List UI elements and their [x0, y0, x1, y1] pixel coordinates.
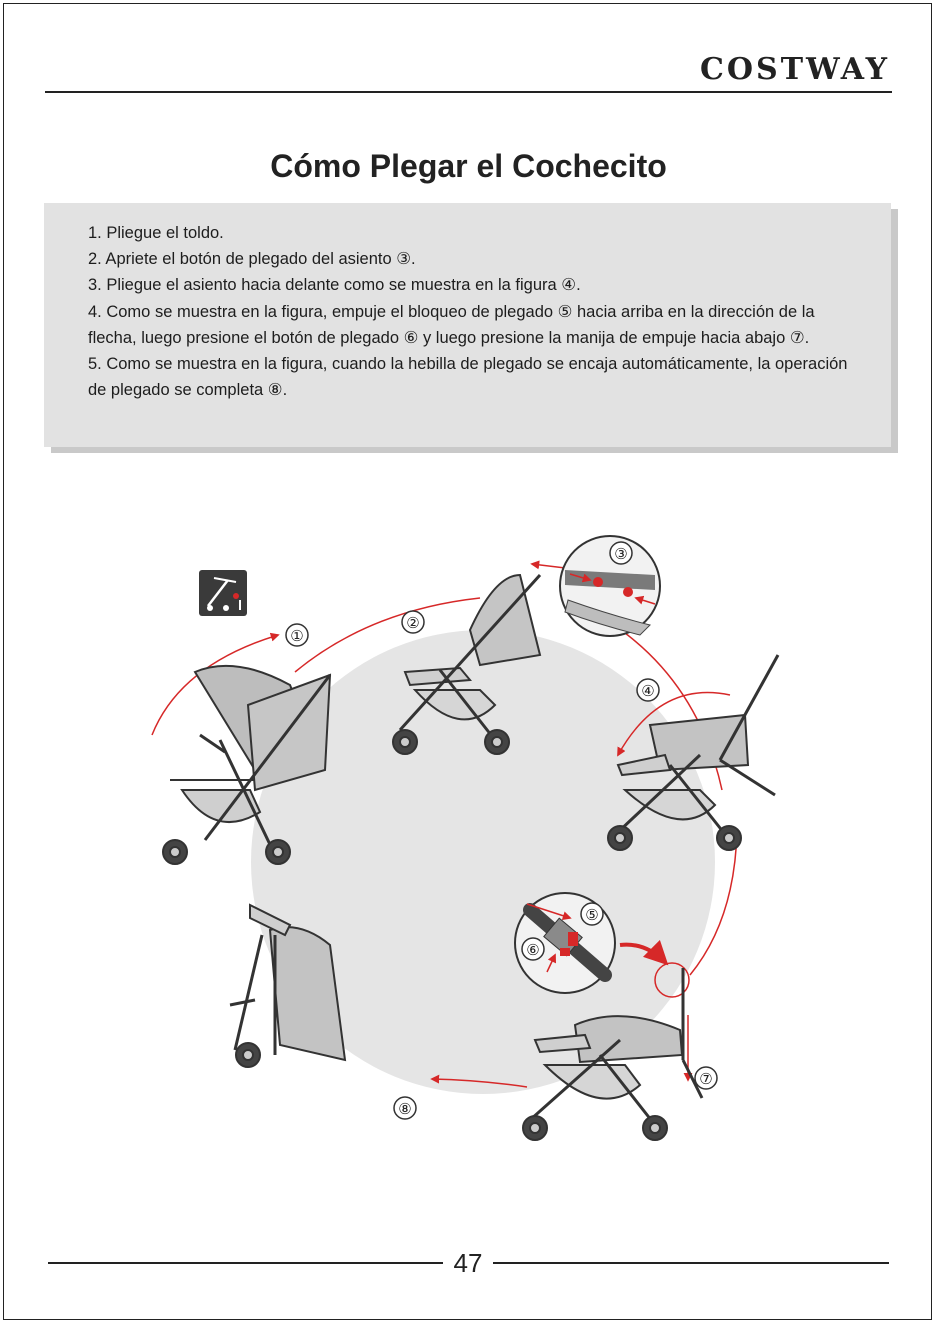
instructions-panel [44, 203, 891, 447]
page-title: Cómo Plegar el Cochecito [270, 148, 667, 184]
instruction-step-5: 5. Como se muestra en la figura, cuando la hebilla de plegado se encaja automáticamente, la operación de plegado se completa ⑧. [88, 355, 848, 400]
header-rule [45, 91, 892, 93]
step-label-5: ⑤ [585, 906, 599, 924]
instruction-step-3: 3. Pliegue el asiento hacia delante como se muestra en la figura ④. [88, 276, 581, 295]
brand-logo: COSTWAY [700, 52, 890, 87]
footer-rule-right [493, 1262, 889, 1264]
footer-rule-left [48, 1262, 443, 1264]
fold-icon-badge [199, 570, 247, 616]
instruction-step-4: 4. Como se muestra en la figura, empuje el bloqueo de plegado ⑤ hacia arriba en la dirección de la flecha, luego presione el botón de plegado ⑥ y luego presione la manija de empuje hacia abajo ⑦. [88, 302, 815, 347]
page-number: 47 [453, 1248, 483, 1278]
step-label-3: ③ [614, 545, 628, 563]
step-label-8: ⑧ [398, 1100, 412, 1118]
step-label-2: ② [406, 614, 420, 632]
step-label-7: ⑦ [699, 1070, 713, 1088]
step-label-4: ④ [641, 682, 655, 700]
step-label-6: ⑥ [526, 941, 540, 959]
step-label-1: ① [290, 627, 304, 645]
instruction-step-2: 2. Apriete el botón de plegado del asiento ③. [88, 250, 416, 269]
instruction-step-1: 1. Pliegue el toldo. [88, 224, 224, 242]
folding-illustration [0, 470, 937, 1230]
